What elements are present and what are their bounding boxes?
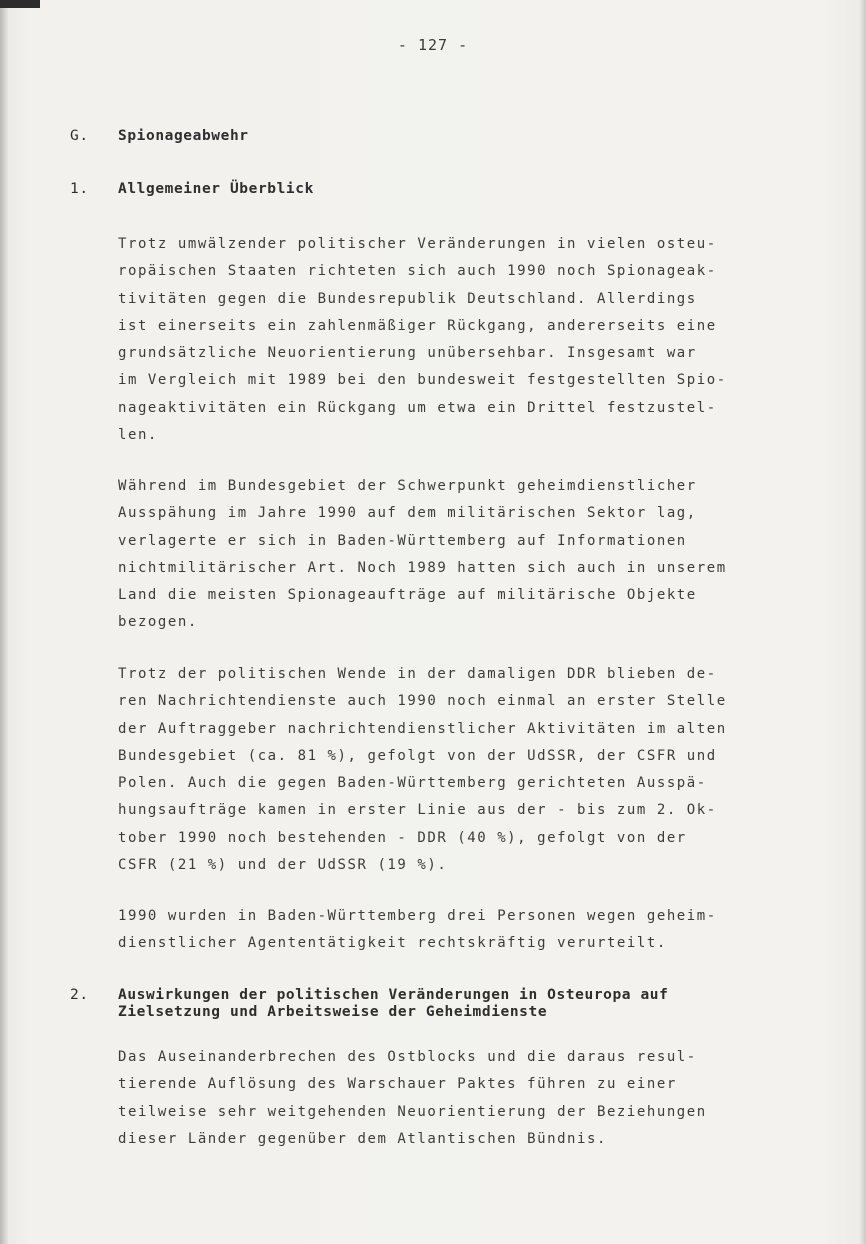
section-heading (70, 128, 249, 144)
subsection-2-heading (70, 987, 668, 1021)
paragraph-line: ropäischen Staaten richteten sich auch 1990 noch Spionageak- (118, 263, 717, 280)
subsection-2-number: 2. (70, 987, 89, 1003)
section-title: Spionageabwehr (118, 128, 249, 144)
paragraph-2 (118, 473, 778, 637)
page-number: - 127 - (397, 36, 469, 54)
paragraph-line: len. (118, 427, 158, 444)
paragraph-line: Das Auseinanderbrechen des Ostblocks und die daraus resul- (118, 1049, 697, 1065)
paragraph-line: nageaktivitäten ein Rückgang um etwa ein Drittel festzustel- (118, 399, 717, 416)
paragraph-line: im Vergleich mit 1989 bei den bundesweit festgestellten Spio- (118, 372, 727, 389)
paragraph-line: Bundesgebiet (ca. 81 %), gefolgt von der UdSSR, der CSFR und (118, 747, 717, 764)
paragraph-line: nichtmilitärischer Art. Noch 1989 hatten sich auch in unserem (118, 559, 727, 576)
paragraph-line: tober 1990 noch bestehenden - DDR (40 %), gefolgt von der (118, 829, 687, 846)
subsection-1-heading (70, 181, 314, 197)
paragraph-line: tierende Auflösung des Warschauer Paktes führen zu einer (118, 1076, 677, 1093)
section-number: G. (70, 128, 89, 144)
page-edge-top (0, 0, 40, 8)
paragraph-line: verlagerte er sich in Baden-Württemberg auf Informationen (118, 532, 687, 549)
paragraph-line: Während im Bundesgebiet der Schwerpunkt geheimdienstlicher (118, 478, 697, 494)
page-edge-left (0, 0, 8, 1244)
paragraph-line: Trotz umwälzender politischer Veränderungen in vielen osteu- (118, 236, 717, 252)
subsection-2-title-line: Auswirkungen der politischen Veränderungen in Osteuropa auf (118, 987, 669, 1003)
paragraph-1 (118, 231, 778, 449)
paragraph-line: Trotz der politischen Wende in der damaligen DDR blieben de- (118, 666, 717, 682)
paragraph-3 (118, 661, 778, 879)
paragraph-line: CSFR (21 %) und der UdSSR (19 %). (118, 857, 448, 874)
paragraph-line: bezogen. (118, 614, 198, 631)
paragraph-line: dieser Länder gegenüber dem Atlantischen Bündnis. (118, 1130, 607, 1147)
paragraph-line: grundsätzliche Neuorientierung unübersehbar. Insgesamt war (118, 345, 697, 362)
paragraph-line: Ausspähung im Jahre 1990 auf dem militärischen Sektor lag, (118, 505, 697, 522)
subsection-2-title (118, 987, 668, 1021)
paragraph-4 (118, 903, 778, 958)
paragraph-line: dienstlicher Agententätigkeit rechtskräftig verurteilt. (118, 935, 667, 952)
paragraph-line: Land die meisten Spionageaufträge auf militärische Objekte (118, 587, 697, 604)
subsection-2-title-line: Zielsetzung und Arbeitsweise der Geheimdienste (118, 1004, 548, 1020)
paragraph-line: ren Nachrichtendienste auch 1990 noch einmal an erster Stelle (118, 693, 727, 710)
paragraph-line: teilweise sehr weitgehenden Neuorientierung der Beziehungen (118, 1103, 707, 1120)
paragraph-line: ist einerseits ein zahlenmäßiger Rückgang, andererseits eine (118, 317, 717, 334)
paragraph-line: hungsaufträge kamen in erster Linie aus der - bis zum 2. Ok- (118, 802, 717, 819)
paragraph-line: tivitäten gegen die Bundesrepublik Deutschland. Allerdings (118, 290, 697, 307)
paragraph-line: Polen. Auch die gegen Baden-Württemberg gerichteten Ausspä- (118, 775, 707, 792)
page-edge-right (860, 0, 866, 1244)
subsection-1-title: Allgemeiner Überblick (118, 181, 314, 197)
paragraph-5 (118, 1044, 778, 1153)
subsection-1-number: 1. (70, 181, 89, 197)
paragraph-line: 1990 wurden in Baden-Württemberg drei Personen wegen geheim- (118, 908, 717, 924)
paragraph-line: der Auftraggeber nachrichtendienstlicher Aktivitäten im alten (118, 720, 727, 737)
